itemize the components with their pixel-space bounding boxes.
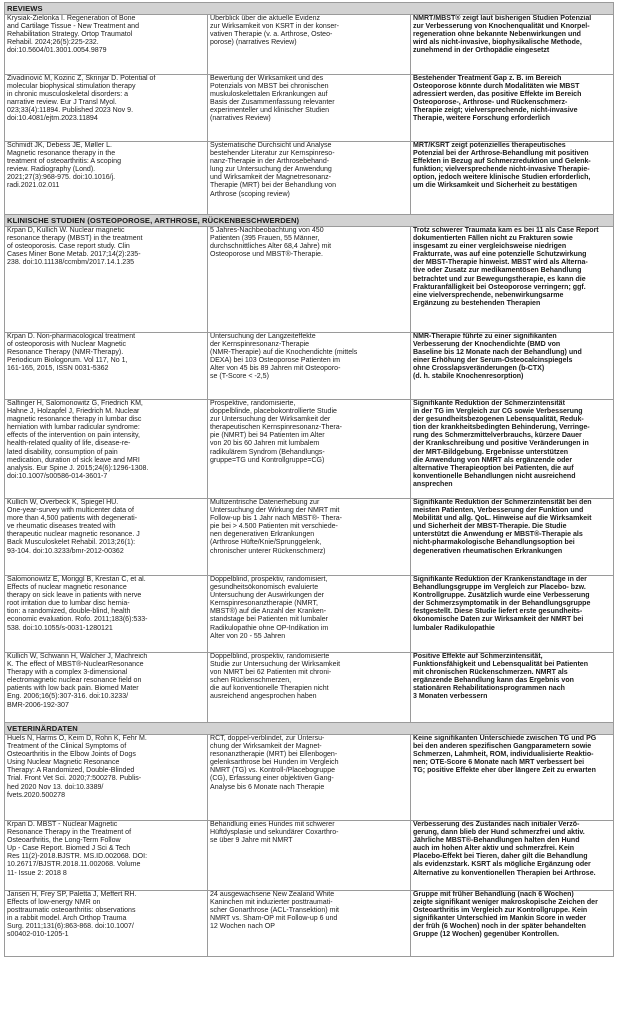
table-row xyxy=(5,821,614,891)
reference-cell: Kullich W, Schwann H, Walcher J, Machreich K. The effect of MBST®-NuclearResonance Therapy with a complex 3-dimensional electromagnetic nuclear resonance field on patients with low back pain. Biomed Mater Eng. 2006;16(5):307-316. doi:10.3233/ BMR-2006-192-307 xyxy=(5,653,208,723)
table-row xyxy=(5,75,614,142)
result-cell: Bestehender Treatment Gap z. B. im Bereich Osteoporose könnte durch Modalitäten wie MBST adressiert werden, das positive Effekte im Bereich Osteoporose-, Arthrose- und Rückenschmerz- Therapie zeigt; vielversprechende, nicht-invasive Therapie, weitere Forschung erforderlich xyxy=(411,75,614,142)
result-cell: Signifikante Reduktion der Krankenstandtage in der Behandlungsgruppe im Vergleich zur Placebo- bzw. Kontrollgruppe. Zusätzlich wurde eine Verbesserung der Schmerzsymptomatik in der Behandlungsgruppe festgestellt. Diese Studie liefert erste gesundheits- ökonomische Daten zur Wirksamkeit der NMRT bei lumbaler Radikulopathie xyxy=(411,576,614,653)
reference-cell: Huels N, Harms O, Keim D, Rohn K, Fehr M. Treatment of the Clinical Symptoms of Osteoarthritis in the Elbow Joints of Dogs Using Nuclear Magnetic Resonance Therapy: A Randomized, Double-Blinded Trial. Front Vet Sci. 2020;7:500278. Publis- hed 2020 Nov 13. doi:10.3389/ fvets.2020.500278 xyxy=(5,735,208,821)
result-cell: MRT/KSRT zeigt potenzielles therapeutisches Potenzial bei der Arthrose-Behandlung mit positiven Effekten in Bezug auf Schmerzreduktion und Gelenk- funktion; vielversprechende nicht-invasive Therapie- option, jedoch weitere klinische Studien erforderlich, um die Wirksamkeit und Sicherheit zu bestätigen xyxy=(411,142,614,215)
table-row xyxy=(5,891,614,957)
summary-cell: Doppelblind, prospektiv, randomisierte Studie zur Untersuchung der Wirksamkeit von NMRT bei 62 Patienten mit chroni- schen Rückenschmerzen, die auf konventionelle Therapien nicht ausreichend angesprochen haben xyxy=(208,653,411,723)
table-row xyxy=(5,400,614,499)
result-cell: NMR-Therapie führte zu einer signifikanten Verbesserung der Knochendichte (BMD von Baseline bis 12 Monate nach der Behandlung) und einer Erhöhung der Serum-Osteocalcinspiegels ohne Crosslapsveränderungen (b-CTX) (d. h. stabile Knochenresorption) xyxy=(411,333,614,400)
summary-cell: Bewertung der Wirksamkeit und des Potenzials von MBST bei chronischen muskuloskelettalen Erkrankungen auf Basis der Zusammenfassung relevanter experimenteller und klinischer Studien (narratives Review) xyxy=(208,75,411,142)
reference-cell: Salfinger H, Salomonowitz G, Friedrich KM, Hahne J, Holzapfel J, Friedrich M. Nuclear magnetic resonance therapy in lumbar disc herniation with lumbar radicular syndrome: effects of the intervention on pain intensity, health-related quality of life, disease-re- lated disability, consumption of pain medication, duration of sick leave and MRI analysis. Eur Spine J. 2015;24(6):1296-1308. doi:10.1007/s00586-014-3601-7 xyxy=(5,400,208,499)
table-row xyxy=(5,499,614,576)
result-cell: Trotz schwerer Traumata kam es bei 11 als Case Report dokumentierten Fällen nicht zu Frakturen sowie insgesamt zu einer vergleichsweise niedrigen Frakturrate, was auf eine potenzielle Schutzwirkung der MBST-Therapie hinweist. MBST wird als Alterna- tive oder Zusatz zur medikamentösen Behandlung betrachtet und zur Bewegungstherapie, es kann die Frakturanfälligkeit bei Osteoporose verringern; ggf. eine vielversprechende, nebenwirkungsarme Ergänzung zu bestehenden Therapien xyxy=(411,227,614,333)
reference-cell: Krpan D, Kullich W. Nuclear magnetic resonance therapy (MBST) in the treatment of osteoporosis. Case report study. Clin Cases Miner Bone Metab. 2017;14(2):235- 238. doi:10.11138/ccmbm/2017.14.1.235 xyxy=(5,227,208,333)
section-header-clinical-studies xyxy=(5,215,614,227)
reference-cell: Krpan D. MBST - Nuclear Magnetic Resonance Therapy in the Treatment of Osteoarthritis, the Long-Term Follow Up - Case Report. Biomed J Sci & Tech Res 11(2)-2018.BJSTR. MS.ID.002068. DOI: 10.26717/BJSTR.2018.11.002068. Volume 11- Issue 2: 2018 8 xyxy=(5,821,208,891)
table-row xyxy=(5,15,614,75)
reference-cell: Schmidt JK, Debess JE, Møller L. Magnetic resonance therapy in the treatment of osteoarthritis: A scoping review. Radiography (Lond). 2021;27(3):968-975. doi:10.1016/j. radi.2021.02.011 xyxy=(5,142,208,215)
table-row xyxy=(5,653,614,723)
table-row xyxy=(5,227,614,333)
table-row xyxy=(5,735,614,821)
reference-cell: Krpan D. Non-pharmacological treatment of osteoporosis with Nuclear Magnetic Resonance Therapy (NMR-Therapy). Periodicum Biologorum. Vol 117, No 1, 161-165, 2015, ISSN 0031-5362 xyxy=(5,333,208,400)
summary-cell: Untersuchung der Langzeiteffekte der Kernspinresonanz-Therapie (NMR-Therapie) auf die Knochendichte (mittels DEXA) bei 103 Osteoporose Patienten im Alter von 45 bis 89 Jahren mit Osteoporo- se (T-Score < -2,5) xyxy=(208,333,411,400)
summary-cell: Doppelblind, prospektiv, randomisiert, gesundheitsökonomisch evaluierte Untersuchung der Auswirkungen der Kernspinresonanztherapie (NMRT, MBST®) auf die Anzahl der Kranken- standstage bei Patienten mit lumbaler Radikulopathie ohne OP-Indikation im Alter von 20 - 55 Jahren xyxy=(208,576,411,653)
section-header-reviews xyxy=(5,3,614,15)
reference-cell: Kullich W, Overbeck K, Spiegel HU. One-year-survey with multicenter data of more than 4,500 patients with degenerati- ve rheumatic diseases treated with therapeutic nuclear magnetic resonance. J Back Musculoskelet Rehabil. 2013;26(1): 93-104. doi:10.3233/bmr-2012-00362 xyxy=(5,499,208,576)
summary-cell: Prospektive, randomisierte, doppelblinde, placebokontrollierte Studie zur Untersuchung der Wirksamkeit der therapeutischen Kernspinresonanz-Thera- pie (NMRT) bei 94 Patienten im Alter von 20 bis 60 Jahren mit lumbalem radikulärem Syndrom (Behandlungs- gruppe=TG und Kontrollgruppe=CG) xyxy=(208,400,411,499)
study-overview-page xyxy=(4,2,613,957)
result-cell: NMRT/MBST® zeigt laut bisherigen Studien Potenzial zur Verbesserung von Knochenqualität und Knorpel- regeneration ohne bekannte Nebenwirkungen und wird als nicht-invasive, biophysikalische Methode, zunehmend in der Orthopädie eingesetzt xyxy=(411,15,614,75)
section-title: REVIEWS xyxy=(5,3,614,15)
table-row xyxy=(5,333,614,400)
reference-cell: Jansen H, Frey SP, Paletta J, Meffert RH. Effects of low-energy NMR on posttraumatic osteoarthritis: observations in a rabbit model. Arch Orthop Trauma Surg. 2011;131(6):863-868. doi:10.1007/ s00402-010-1205-1 xyxy=(5,891,208,957)
result-cell: Verbesserung des Zustandes nach initialer Verzö- gerung, dann blieb der Hund schmerzfrei und aktiv. Jährliche MBST®-Behandlungen halten den Hund auch im hohen Alter aktiv und schmerzfrei. Kein Placebo-Effekt bei Tieren, daher gilt die Behandlung als evidenzstark. KSRT als mögliche Ergänzung oder Alternative zu konventionellen Therapien bei Arthrose. xyxy=(411,821,614,891)
result-cell: Keine signifikanten Unterschiede zwischen TG und PG bei den anderen spezifischen Gangparametern sowie Schmerzen, Lahmheit, ROM, individualisierte Reaktio- nen; OTE-Score 6 Monate nach MRT verbessert bei TG; positive Effekte eher über längere Zeit zu erwarten xyxy=(411,735,614,821)
section-header-veterinary-data xyxy=(5,723,614,735)
result-cell: Signifikante Reduktion der Schmerzintensität bei den meisten Patienten, Verbesserung der Funktion und Mobilität und allg. QoL. Hinweise auf die Wirksamkeit und Sicherheit der MBST-Therapie. Die Studie unterstützt die Anwendung er MBST®-Therapie als nicht-pharmakologische Behandlungsoption bei degenerativen rheumatischen Erkrankungen xyxy=(411,499,614,576)
reference-cell: Salomonowitz E, Moriggl B, Krestan C, et al. Effects of nuclear magnetic resonance therapy on sick leave in patients with nerve root irritation due to lumbar disc hernia- tion: a randomized, double-blind, health economic evaluation. Rofo. 2011;183(6):533- 538. doi:10.1055/s-0031-1280121 xyxy=(5,576,208,653)
section-title: KLINISCHE STUDIEN (OSTEOPOROSE, ARTHROSE, RÜCKENBESCHWERDEN) xyxy=(5,215,614,227)
summary-cell: 24 ausgewachsene New Zealand White Kaninchen mit induzierter posttraumati- scher Gonarthrose (ACL-Transektion) mit NMRT vs. Sham-OP mit Follow-up 6 und 12 Wochen nach OP xyxy=(208,891,411,957)
summary-cell: Systematische Durchsicht und Analyse bestehender Literatur zur Kernspinreso- nanz-Therapie in der Arthrosebehand- lung zur Untersuchung der Anwendung und Wirksamkeit der Magnetresonanz- Therapie (MRT) bei der Behandlung von Arthrose (scoping review) xyxy=(208,142,411,215)
result-cell: Positive Effekte auf Schmerzintensität, Funktionsfähigkeit und Lebensqualität bei Patienten mit chronischen Rückenschmerzen. NMRT als ergänzende Behandlung kann das Ergebnis von stationären Rehabilitationsprogrammen nach 3 Monaten verbessern xyxy=(411,653,614,723)
reference-cell: Krysiak-Zielonka I. Regeneration of Bone and Cartilage Tissue - New Treatment and Rehabilitation Strategy. Ortop Traumatol Rehabil. 2024;26(5):225-232. doi:10.5604/01.3001.0054.9879 xyxy=(5,15,208,75)
summary-cell: 5 Jahres-Nachbeobachtung von 450 Patienten (395 Frauen, 55 Männer, durchschnittliches Alter 68,4 Jahre) mit Osteoporose und MBST®-Therapie. xyxy=(208,227,411,333)
reference-cell: Živadinović M, Kozinc Ž, Škrinjar D. Potential of molecular biophysical stimulation therapy in chronic musculoskeletal disorders: a narrative review. Eur J Transl Myol. 023;33(4):11894. Published 2023 Nov 9. doi:10.4081/ejtm.2023.11894 xyxy=(5,75,208,142)
section-title: VETERINÄRDATEN xyxy=(5,723,614,735)
result-cell: Signifikante Reduktion der Schmerzintensität in der TG im Vergleich zur CG sowie Verbesserung der gesundheitsbezogenen Lebensqualität, Reduk- tion der krankheitsbedingten Behinderung, Verringe- rung des Schmerzmittelverbrauchs, kürzere Dauer der Krankschreibung und positive Veränderungen in der MRT-Bildgebung. Ergebnisse unterstützen die Anwendung von NMRT als ergänzende oder alternative Therapieoption bei Patienten, die auf konventionelle Behandlungen nicht ausreichend ansprechen xyxy=(411,400,614,499)
result-cell: Gruppe mit früher Behandlung (nach 6 Wochen) zeigte signifikant weniger makroskopische Zeichen der Osteoarthritis im Vergleich zur Kontrollgruppe. Kein signifikanter Unterschied im Mankin Score in weder der früh (6 Wochen) noch in der später behandelten Gruppe (12 Wochen) gegenüber Kontrollen. xyxy=(411,891,614,957)
study-table xyxy=(4,2,614,957)
summary-cell: Multizentrische Datenerhebung zur Untersuchung der Wirkung der NMRT mit Follow-up bis 1 Jahr nach MBST®- Thera- pie bei > 4.500 Patienten mit verschiede- nen degenerativen Erkrankungen (Arthrose Hüfte/Knie/Sprunggelenk, chronischer unterer Rückenschmerz) xyxy=(208,499,411,576)
table-row xyxy=(5,576,614,653)
summary-cell: RCT, doppel-verblindet, zur Untersu- chung der Wirksamkeit der Magnet- resonanztherapie (MRT) bei Ellenbogen- gelenksarthrose bei Hunden im Vergleich NMRT (TG) vs. Kontroll-/Placebogruppe (CG), Erfassung einer objektiven Gang- Analyse bis 6 Monate nach Therapie xyxy=(208,735,411,821)
summary-cell: Überblick über die aktuelle Evidenz zur Wirksamkeit von KSRT in der konser- vativen Therapie (v. a. Arthrose, Osteo- porose) (narratives Review) xyxy=(208,15,411,75)
summary-cell: Behandlung eines Hundes mit schwerer Hüftdysplasie und sekundärer Coxarthro- se über 9 Jahre mit NMRT xyxy=(208,821,411,891)
table-row xyxy=(5,142,614,215)
